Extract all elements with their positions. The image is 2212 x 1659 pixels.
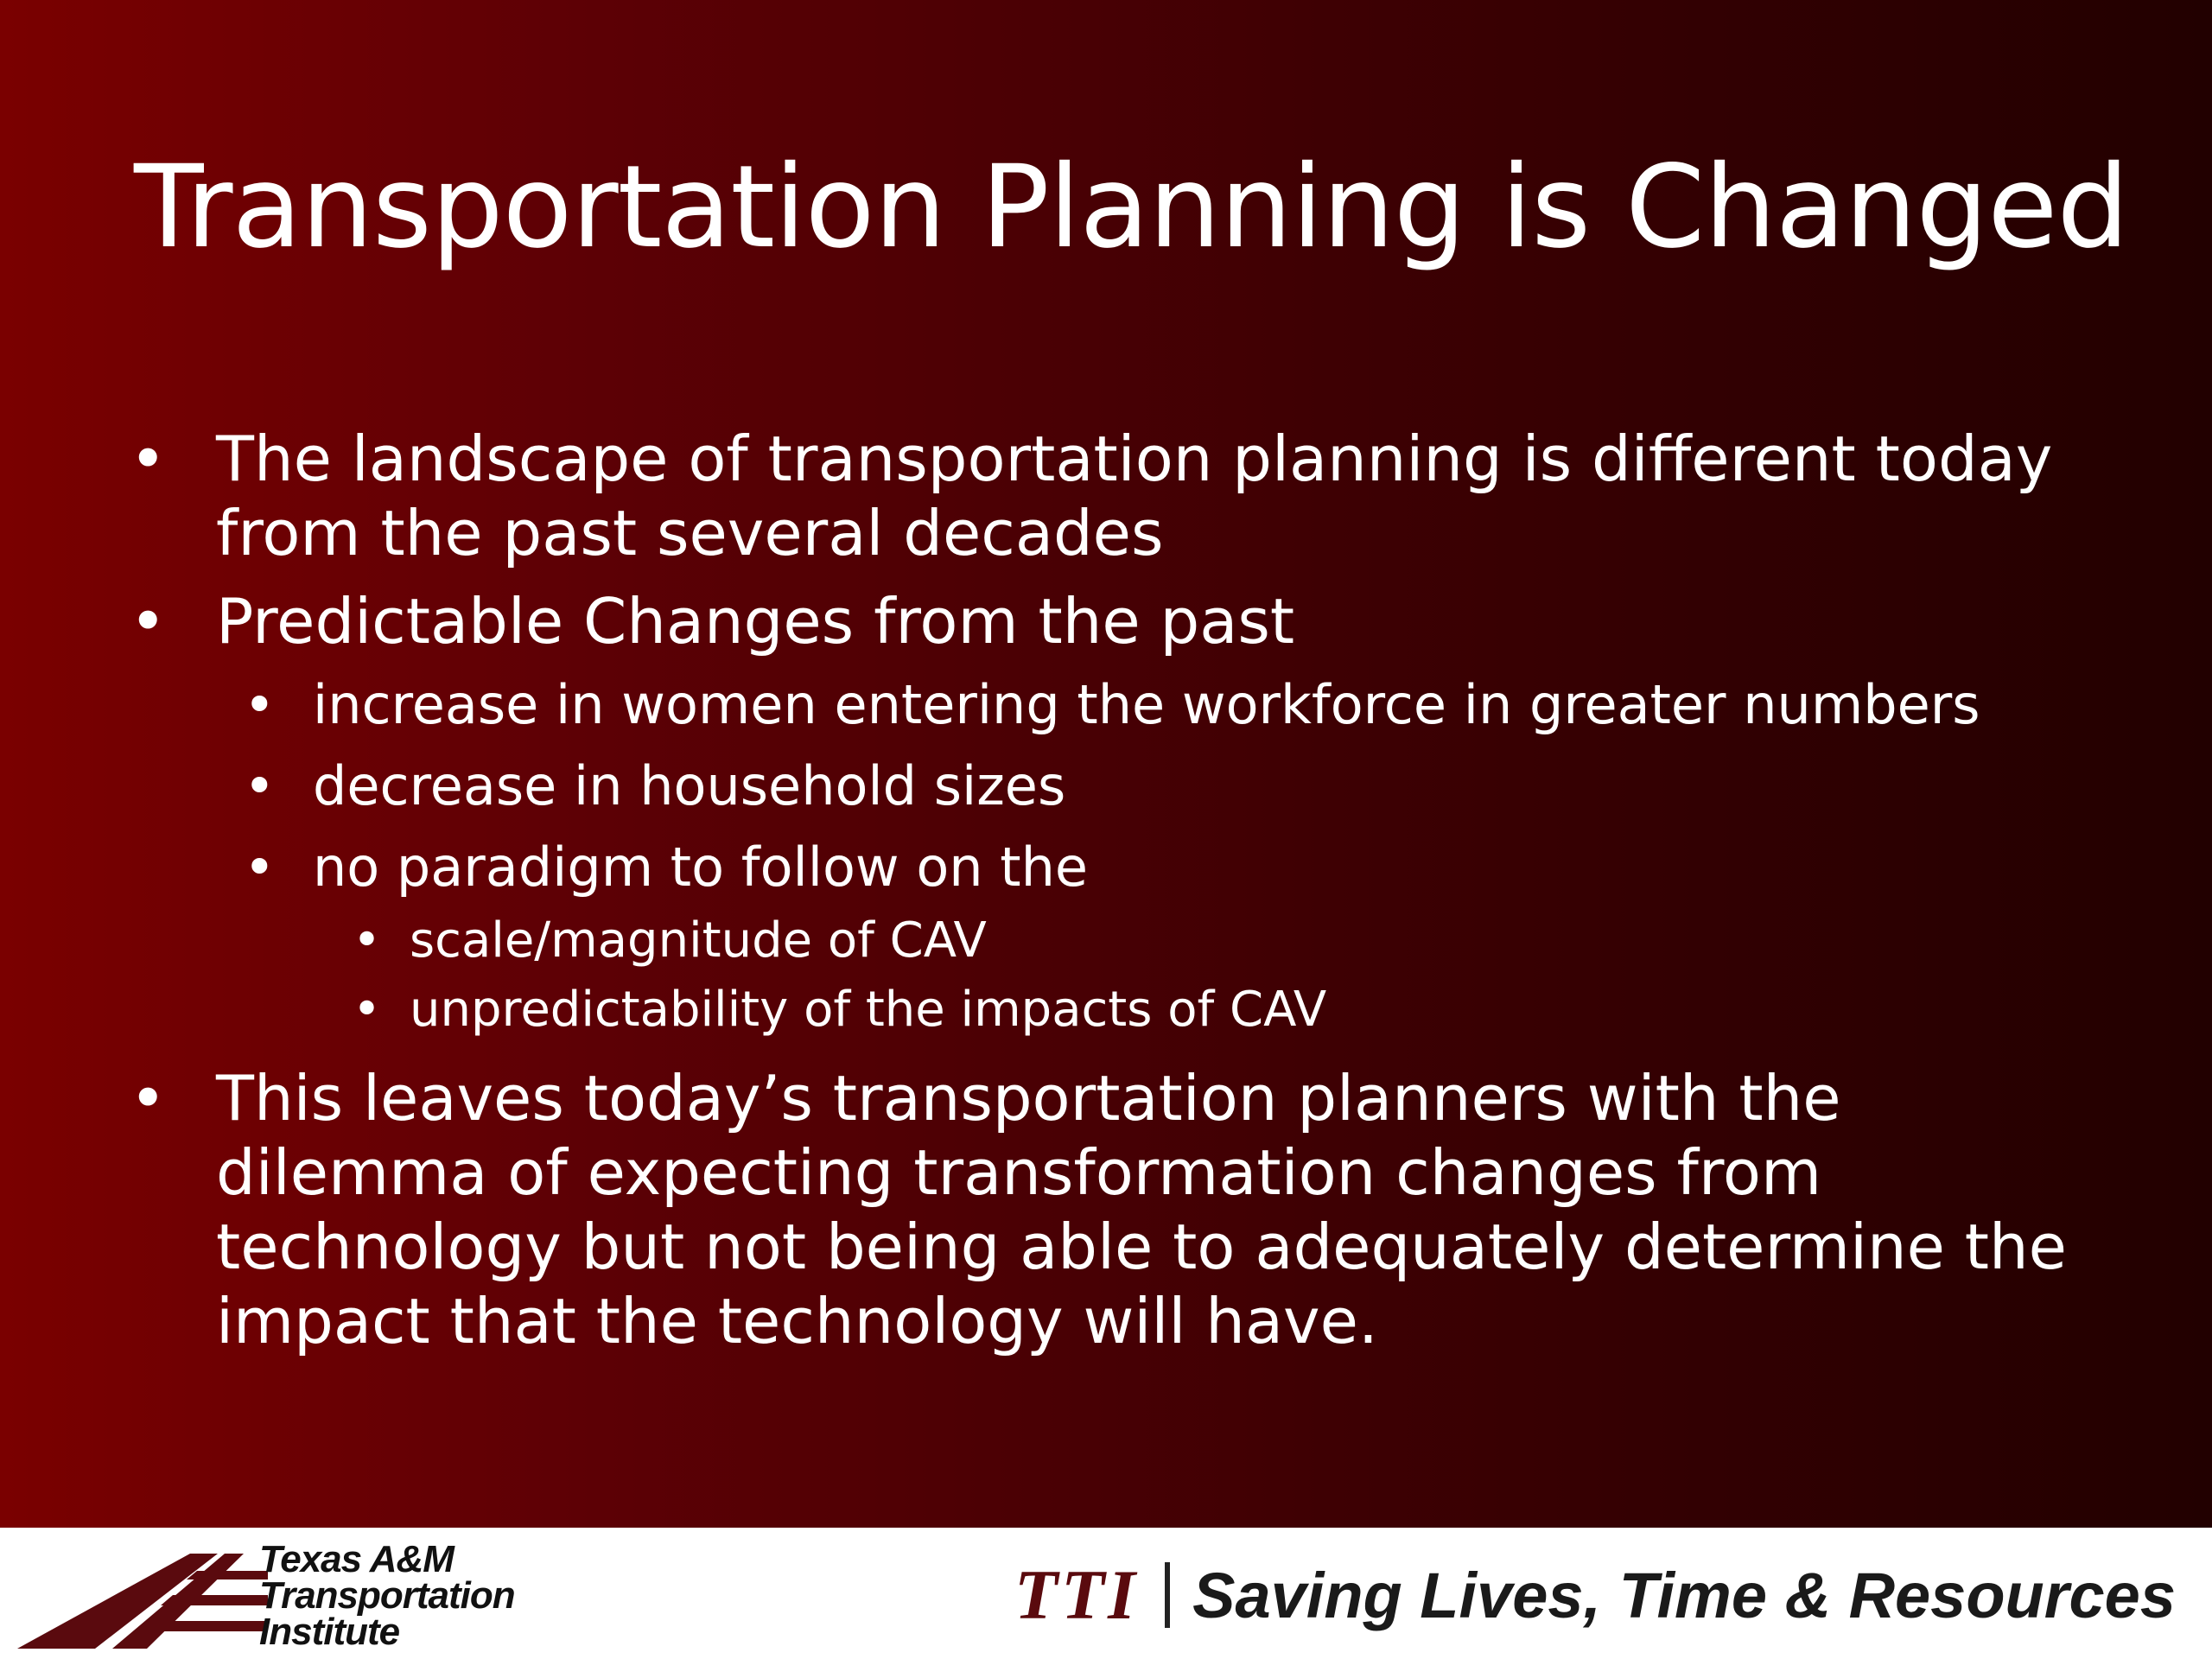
bullet-dot-icon: •	[353, 982, 382, 1038]
logo-line: Transportation	[259, 1574, 515, 1617]
highway-road-icon	[17, 1545, 268, 1649]
sub-bullet-text: increase in women entering the workforce in greater numbers	[313, 673, 1980, 736]
bullet-item	[0, 422, 2074, 570]
logo-line: Texas A&M	[259, 1538, 454, 1580]
logo-line: Institute	[259, 1611, 400, 1653]
bullet-dot-icon: •	[130, 1062, 167, 1135]
bullet-item	[0, 1061, 2074, 1358]
footer-bar	[0, 1528, 2212, 1659]
slogan-text: Saving Lives, Time & Resources	[1192, 1559, 2176, 1631]
bullet-dot-icon: •	[130, 585, 167, 658]
tagline	[1014, 1552, 2176, 1638]
bullet-dot-icon: •	[244, 673, 276, 736]
sub-bullet-text: decrease in household sizes	[313, 754, 1066, 817]
bullet-dot-icon: •	[353, 912, 382, 969]
sub-bullet-item	[0, 833, 2093, 902]
sub-bullet-text: no paradigm to follow on the	[313, 836, 1089, 899]
bullet-dot-icon: •	[130, 423, 167, 495]
bullet-text: This leaves today’s transportation planners with the dilemma of expecting transformation changes from technology but not being able to adequately determine the impact that the technology will have.	[216, 1062, 2067, 1357]
bullet-item	[0, 584, 2074, 658]
bullet-text: The landscape of transportation planning is different today from the past several decades	[216, 423, 2053, 569]
tagline-divider	[1165, 1562, 1170, 1628]
sub-bullet-item	[0, 671, 2093, 740]
sub-sub-bullet-item	[0, 980, 2051, 1040]
sub-sub-bullet-item	[0, 911, 2051, 971]
bullet-dot-icon: •	[244, 754, 276, 817]
slide-title: Transportation Planning is Changed	[134, 141, 2129, 274]
sub-sub-bullet-text: scale/magnitude of CAV	[410, 912, 987, 969]
sub-sub-bullet-text: unpredictability of the impacts of CAV	[410, 982, 1327, 1038]
sub-bullet-item	[0, 752, 2093, 821]
bullet-dot-icon: •	[244, 836, 276, 899]
bullet-list	[0, 422, 2212, 1358]
institute-logo-text	[259, 1538, 515, 1653]
tti-wordmark: TTI	[1014, 1555, 1140, 1634]
bullet-text: Predictable Changes from the past	[216, 585, 1295, 658]
